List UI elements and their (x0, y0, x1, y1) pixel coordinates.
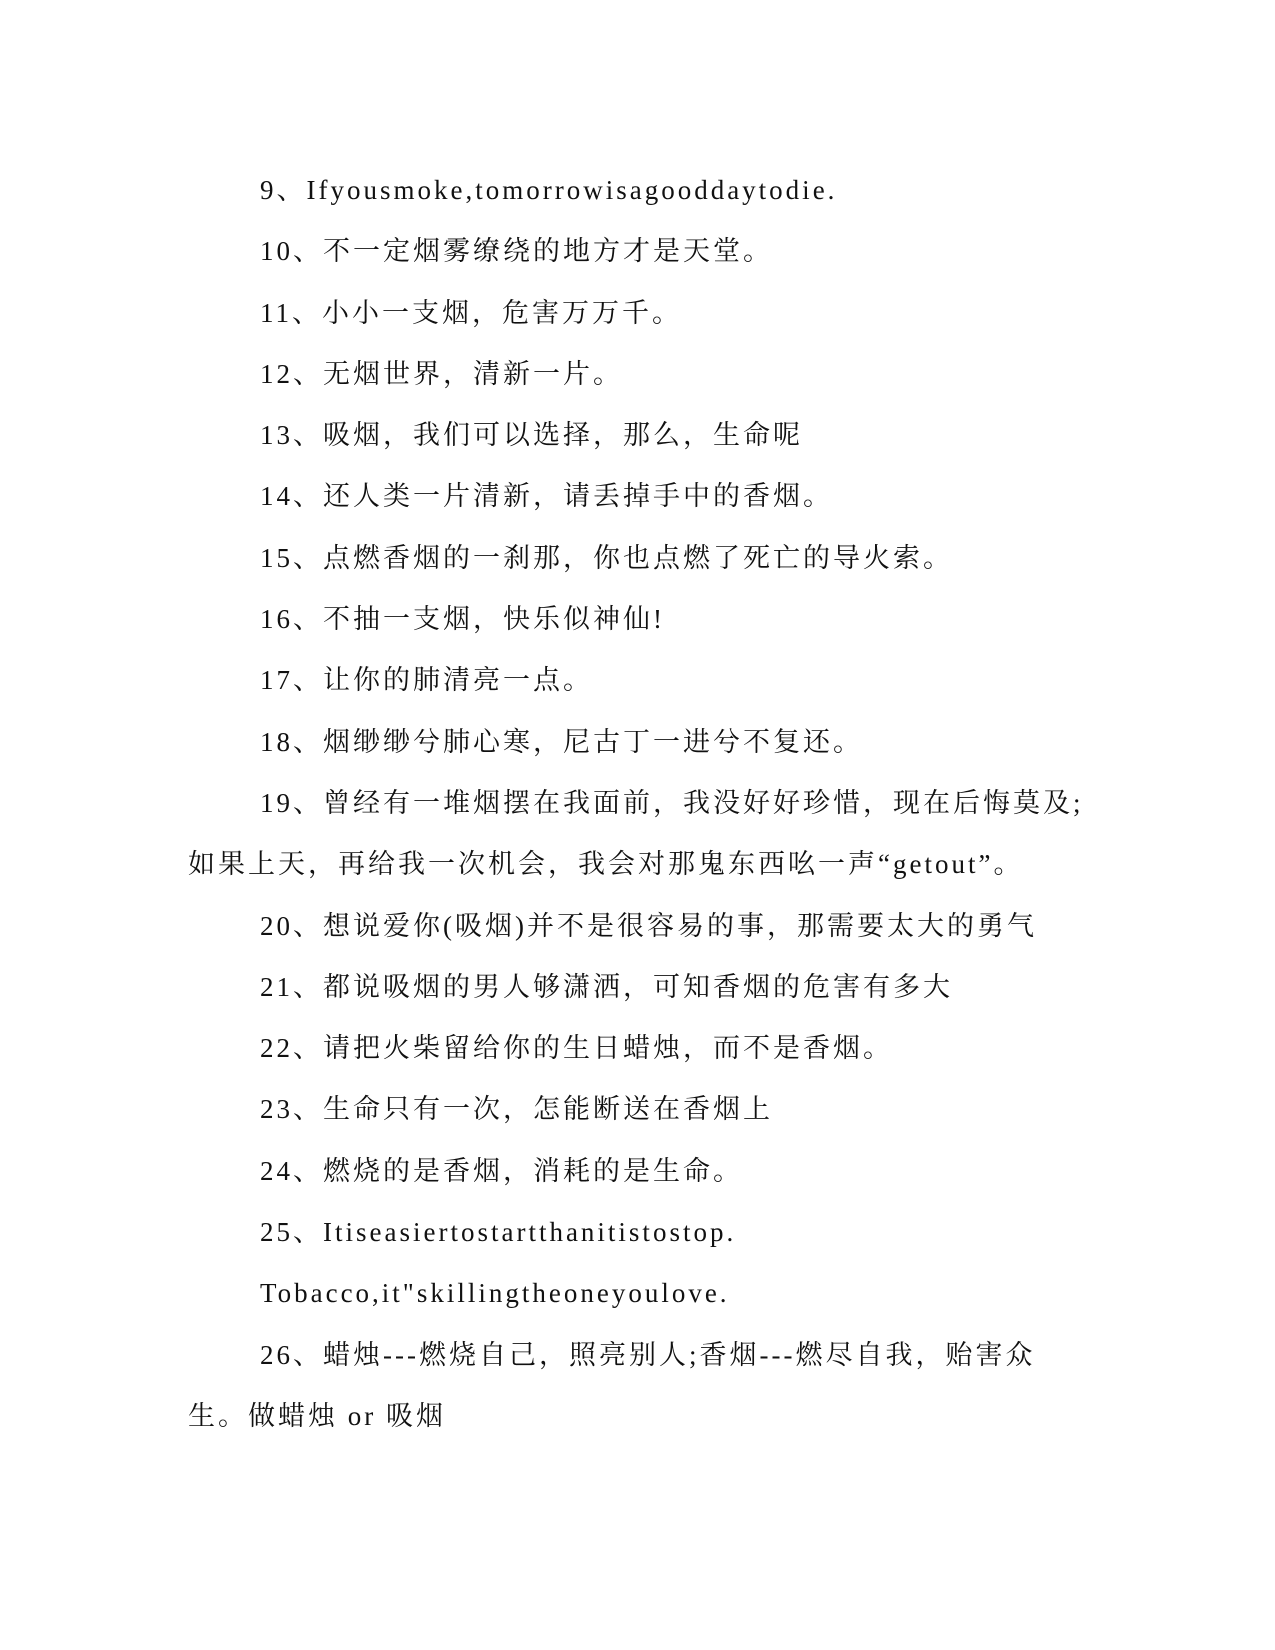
paragraph-20: 20、想说爱你(吸烟)并不是很容易的事，那需要太大的勇气 (260, 910, 1037, 941)
paragraph-15: 15、点燃香烟的一刹那，你也点燃了死亡的导火索。 (260, 542, 953, 573)
paragraph-9: 9、Ifyousmoke,tomorrowisagooddaytodie. (260, 175, 838, 205)
paragraph-18: 18、烟缈缈兮肺心寒，尼古丁一进兮不复还。 (260, 726, 863, 757)
paragraph-23: 23、生命只有一次，怎能断送在香烟上 (260, 1094, 773, 1125)
paragraph-19: 19、曾经有一堆烟摆在我面前，我没好好珍惜，现在后悔莫及;如果上天，再给我一次机会，我会对那鬼东西吆一声“getout”。 (188, 787, 1084, 880)
paragraph-11: 11、小小一支烟，危害万万千。 (260, 297, 682, 328)
paragraph-14: 14、还人类一片清新，请丢掉手中的香烟。 (260, 481, 833, 512)
paragraph-25-continued: Tobacco,it"skillingtheoneyoulove. (260, 1278, 730, 1309)
paragraph-13: 13、吸烟，我们可以选择，那么，生命呢 (260, 420, 803, 451)
document-body (188, 160, 1088, 1447)
paragraph-12: 12、无烟世界，清新一片。 (260, 358, 623, 389)
paragraph-21: 21、都说吸烟的男人够潇洒，可知香烟的危害有多大 (260, 971, 953, 1002)
paragraph-25: 25、Itiseasiertostartthanitistostop. (260, 1217, 737, 1248)
paragraph-22: 22、请把火柴留给你的生日蜡烛，而不是香烟。 (260, 1033, 893, 1064)
paragraph-26: 26、蜡烛---燃烧自己，照亮别人;香烟---燃尽自我，贻害众生。做蜡烛 or 吸烟 (188, 1339, 1036, 1431)
paragraph-10: 10、不一定烟雾缭绕的地方才是天堂。 (260, 236, 773, 267)
paragraph-17: 17、让你的肺清亮一点。 (260, 665, 593, 696)
paragraph-16: 16、不抽一支烟，快乐似神仙! (260, 604, 665, 635)
paragraph-24: 24、燃烧的是香烟，消耗的是生命。 (260, 1155, 743, 1186)
